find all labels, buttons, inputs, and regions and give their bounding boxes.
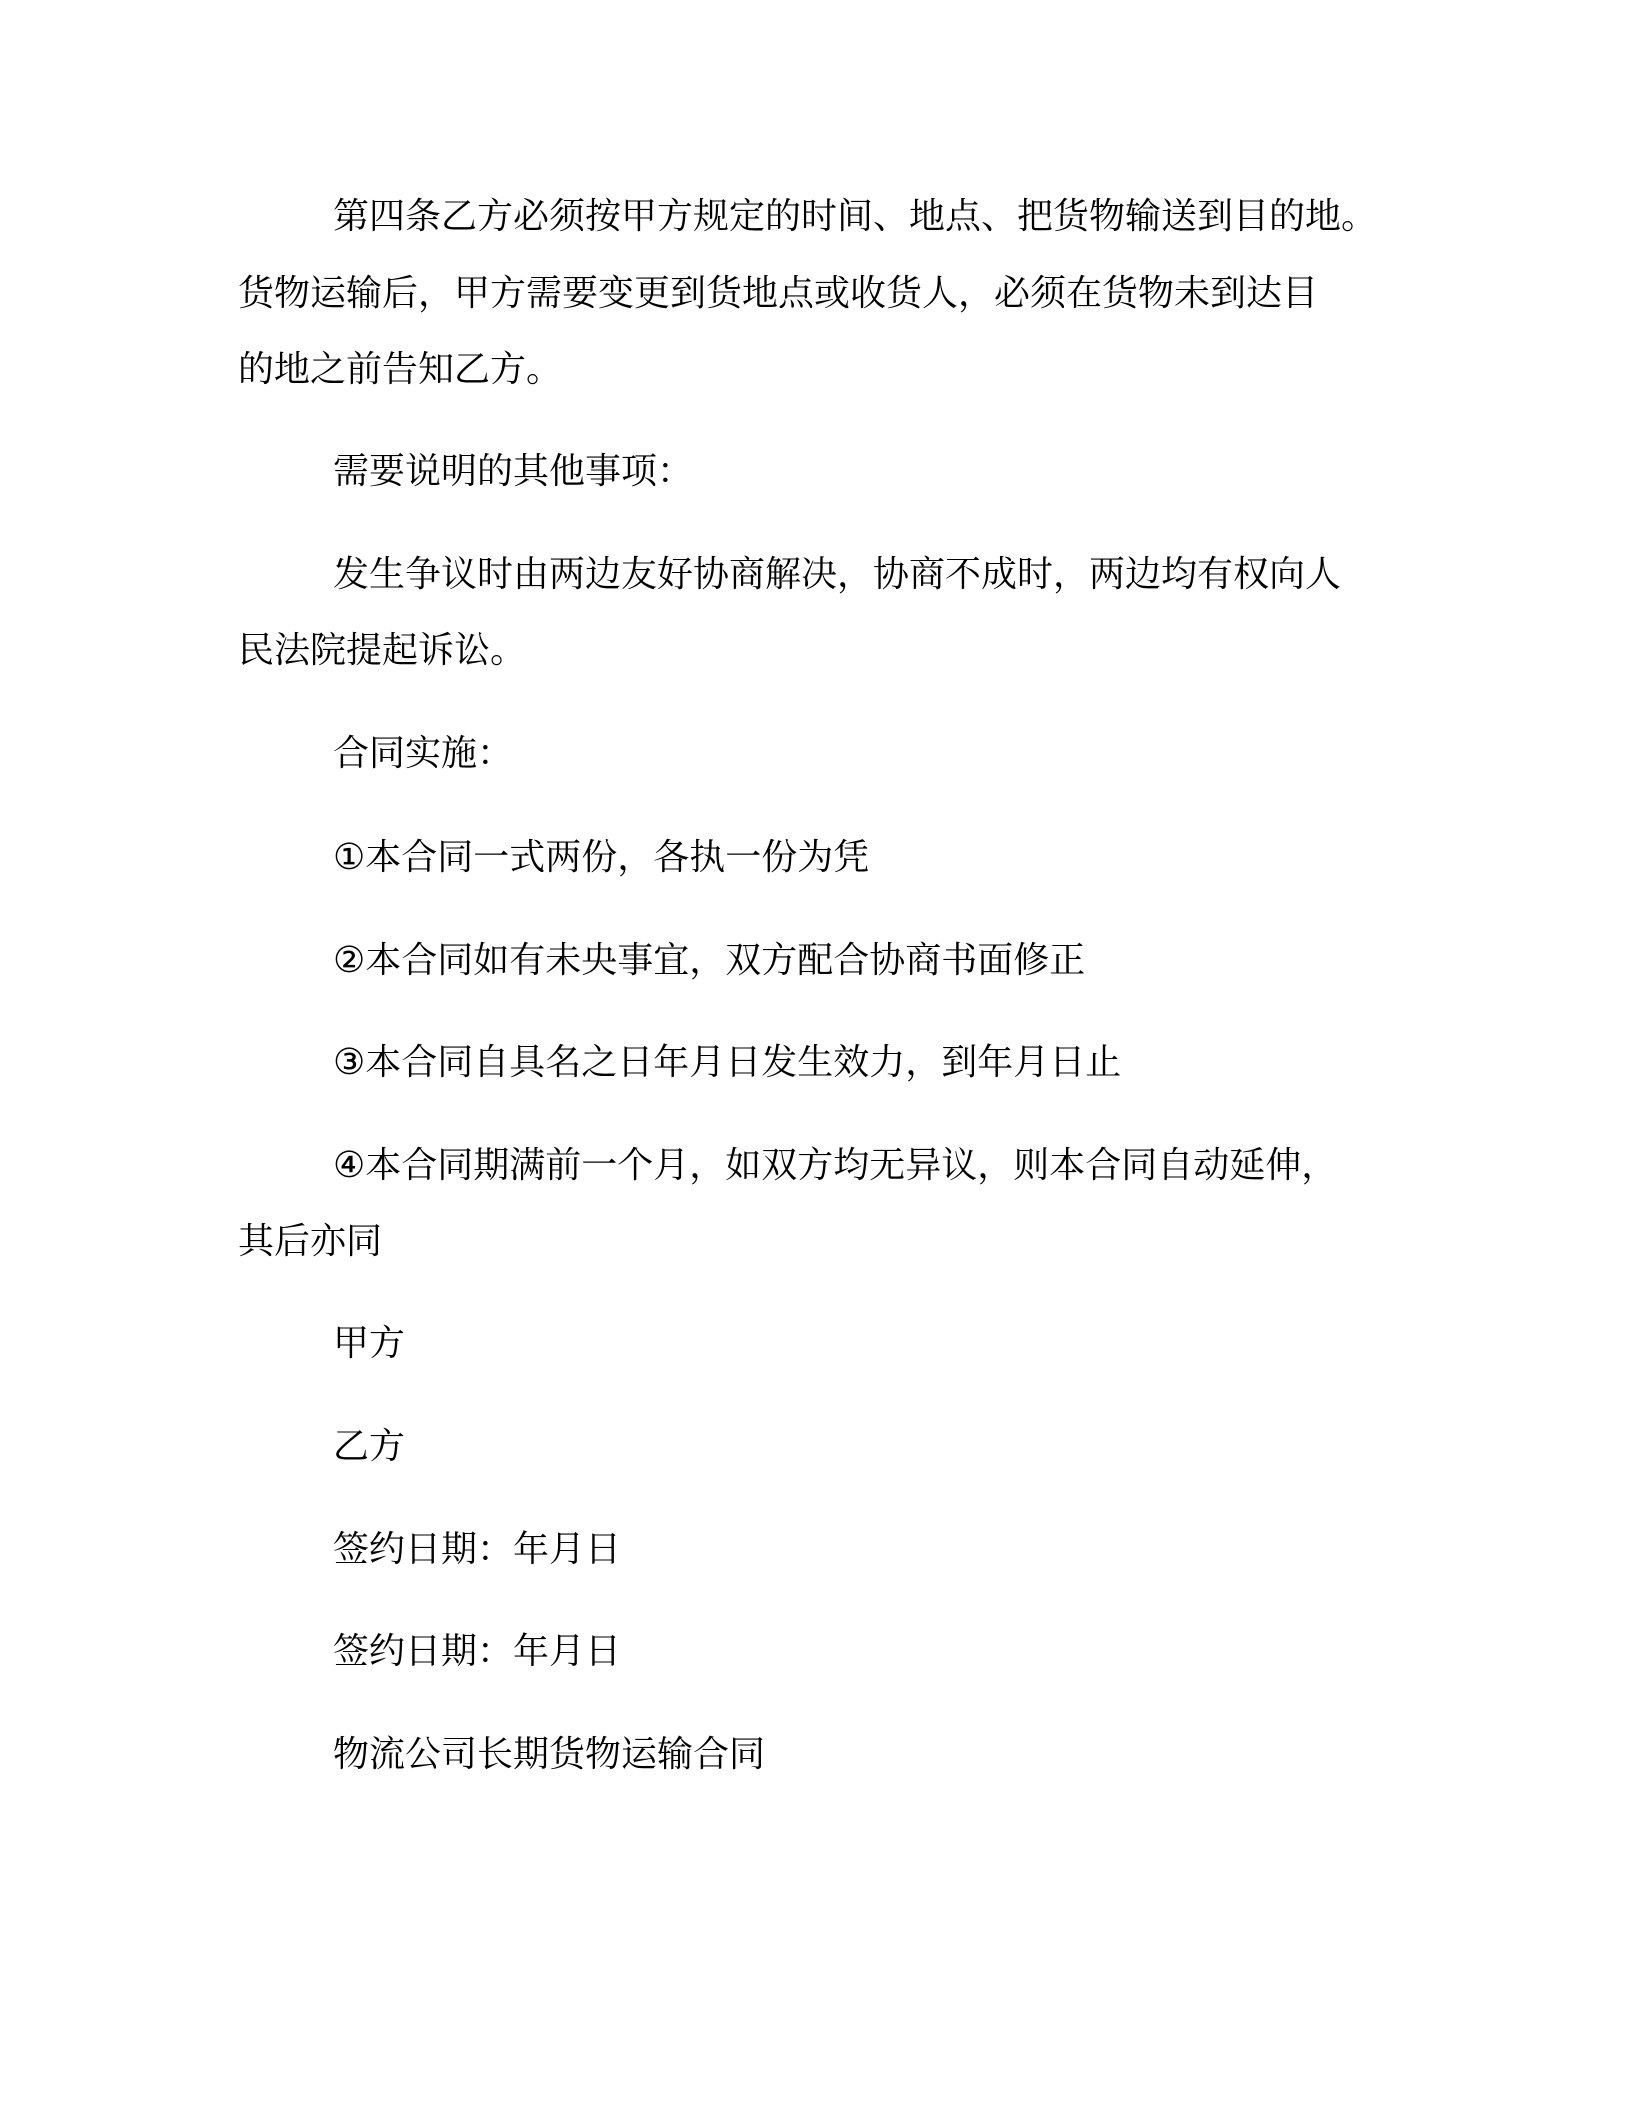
item-4-line-2: 其后亦同 xyxy=(238,1221,383,1262)
article4-line-1: 第四条乙方必须按甲方规定的时间、地点、把货物输送到目的地。 xyxy=(333,196,1378,237)
article4-line-2: 货物运输后，甲方需要变更到货地点或收货人，必须在货物未到达目 xyxy=(238,273,1319,314)
item-4-line-1: ④本合同期满前一个月，如双方均无异议，则本合同自动延伸， xyxy=(333,1145,1338,1186)
sign-date-2: 签约日期：年月日 xyxy=(333,1631,622,1672)
item-1: ①本合同一式两份，各执一份为凭 xyxy=(333,837,870,878)
implementation-heading: 合同实施： xyxy=(333,733,514,774)
next-contract-title: 物流公司长期货物运输合同 xyxy=(333,1734,766,1775)
item-2: ②本合同如有未央事宜，双方配合协商书面修正 xyxy=(333,940,1086,981)
sign-date-1: 签约日期：年月日 xyxy=(333,1529,622,1570)
dispute-line-2: 民法院提起诉讼。 xyxy=(238,630,527,671)
dispute-line-1: 发生争议时由两边友好协商解决，协商不成时，两边均有权向人 xyxy=(333,554,1342,595)
article4-line-3: 的地之前告知乙方。 xyxy=(238,349,563,390)
party-a-label: 甲方 xyxy=(333,1323,406,1364)
other-matters-heading: 需要说明的其他事项： xyxy=(333,451,694,492)
item-3: ③本合同自具名之日年月日发生效力，到年月日止 xyxy=(333,1042,1122,1083)
party-b-label: 乙方 xyxy=(333,1426,406,1467)
